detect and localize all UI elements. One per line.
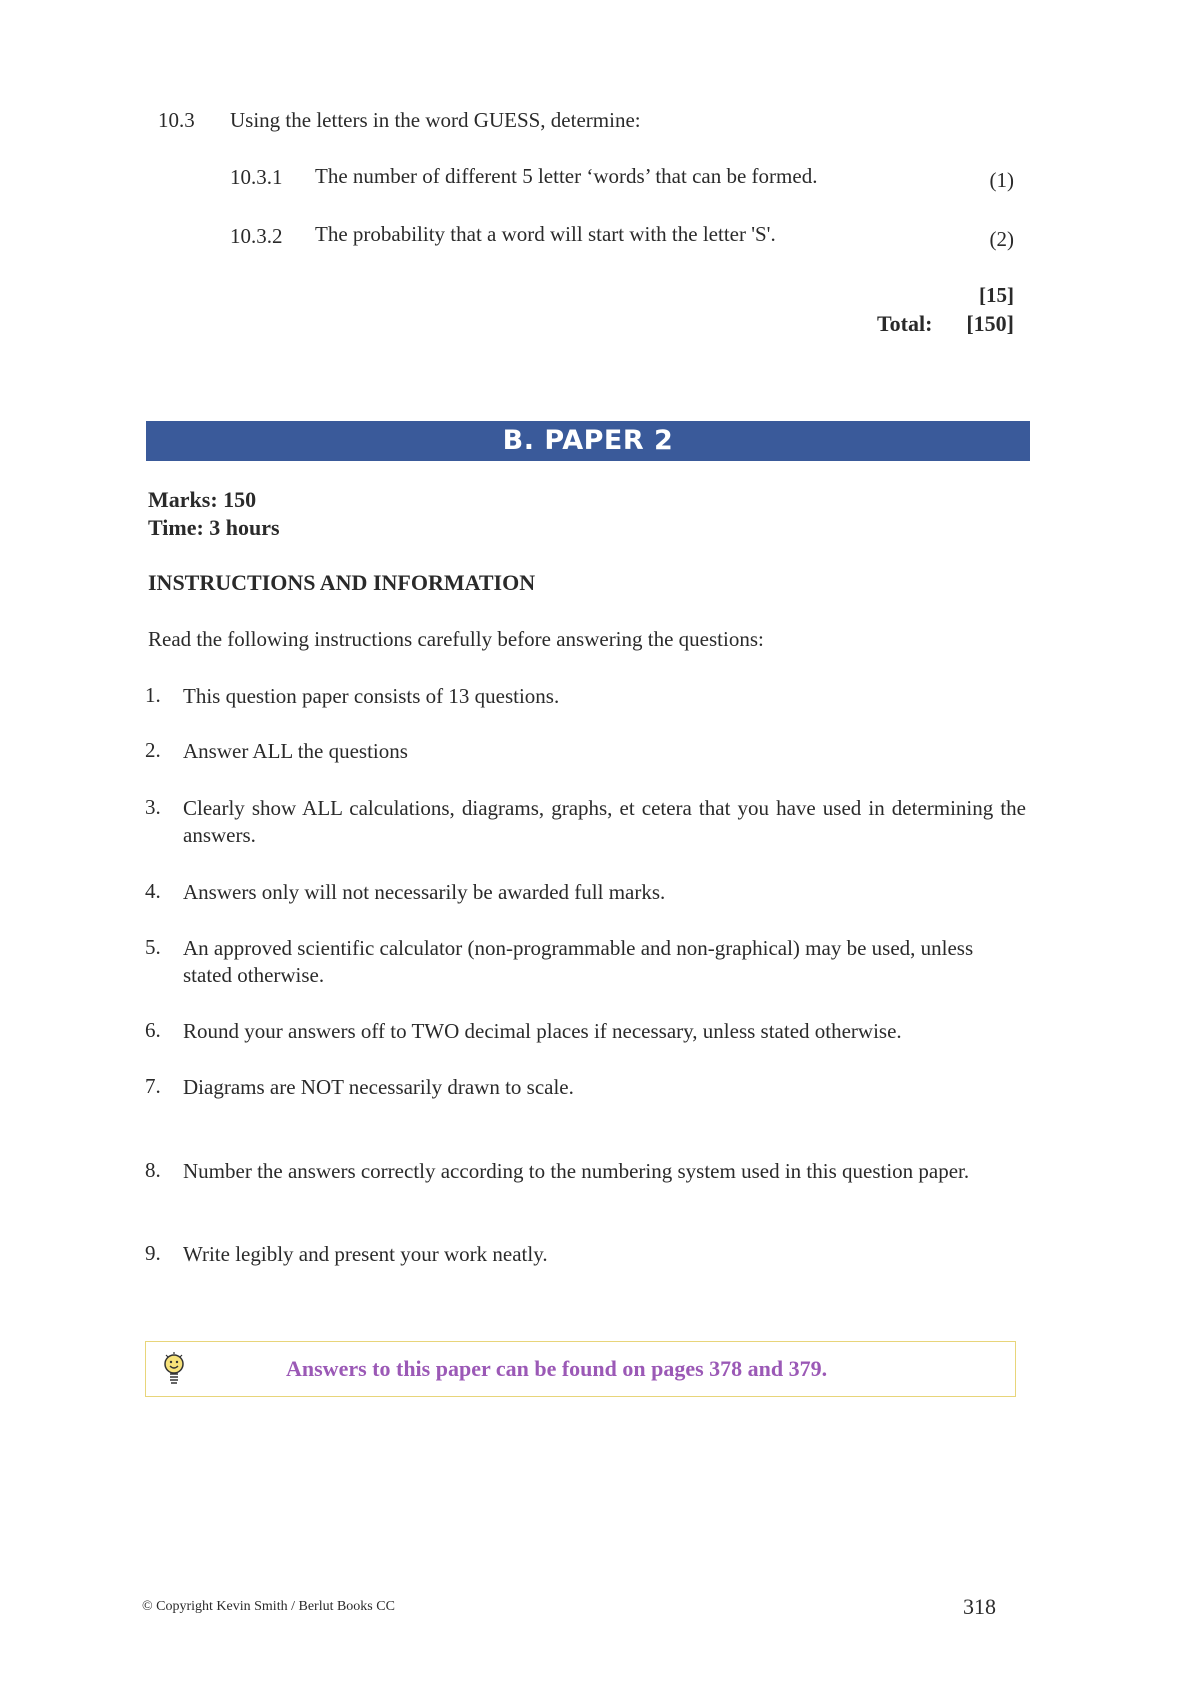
subquestion-marks: (1) xyxy=(989,168,1014,192)
paper-marks: Marks: 150 xyxy=(148,487,257,512)
list-item: Answer ALL the questions xyxy=(183,739,408,763)
lightbulb-icon xyxy=(162,1352,186,1388)
list-item: Answers only will not necessarily be awarded full marks. xyxy=(183,880,666,904)
copyright: © Copyright Kevin Smith / Berlut Books CC xyxy=(142,1599,395,1614)
subquestion-text: The probability that a word will start with the letter 'S'. xyxy=(315,222,776,246)
page-number: 318 xyxy=(963,1594,996,1619)
list-item: Clearly show ALL calculations, diagrams, graphs, et cetera that you have used in determining the answers. xyxy=(183,796,1026,847)
subquestion-number: 10.3.2 xyxy=(230,224,283,248)
list-item: An approved scientific calculator (non-programmable and non-graphical) may be used, unless stated otherwise. xyxy=(183,936,974,987)
list-item-number: 2. xyxy=(145,738,161,762)
list-item-number: 4. xyxy=(145,879,161,903)
subquestion-text: The number of different 5 letter ‘words’ that can be formed. xyxy=(315,164,818,188)
list-item: Number the answers correctly according to the numbering system used in this question paper. xyxy=(183,1159,970,1183)
list-item-number: 6. xyxy=(145,1018,161,1042)
subquestion-marks: (2) xyxy=(989,227,1014,251)
paper-total-label: Total: xyxy=(877,311,933,336)
question-number: 10.3 xyxy=(158,108,195,132)
question-text: Using the letters in the word GUESS, determine: xyxy=(230,108,641,132)
list-item: Write legibly and present your work neatly. xyxy=(183,1242,548,1266)
list-item-number: 8. xyxy=(145,1158,161,1182)
list-item-number: 3. xyxy=(145,795,161,819)
section-banner: B. PAPER 2 xyxy=(146,421,1030,461)
instructions-heading: INSTRUCTIONS AND INFORMATION xyxy=(148,570,536,595)
list-item: Diagrams are NOT necessarily drawn to scale. xyxy=(183,1075,574,1099)
answers-note xyxy=(145,1341,1016,1397)
paper-time: Time: 3 hours xyxy=(148,515,280,540)
list-item-number: 1. xyxy=(145,683,161,707)
subquestion-number: 10.3.1 xyxy=(230,165,283,189)
list-item: This question paper consists of 13 questions. xyxy=(183,684,560,708)
answers-note-text: Answers to this paper can be found on pages 378 and 379. xyxy=(286,1356,828,1381)
list-item-number: 7. xyxy=(145,1074,161,1098)
question-total: [15] xyxy=(979,283,1014,307)
paper-total-value: [150] xyxy=(966,311,1014,336)
list-item-number: 9. xyxy=(145,1241,161,1265)
list-item-number: 5. xyxy=(145,935,161,959)
instructions-intro: Read the following instructions carefully before answering the questions: xyxy=(148,627,764,651)
list-item: Round your answers off to TWO decimal places if necessary, unless stated otherwise. xyxy=(183,1019,902,1043)
